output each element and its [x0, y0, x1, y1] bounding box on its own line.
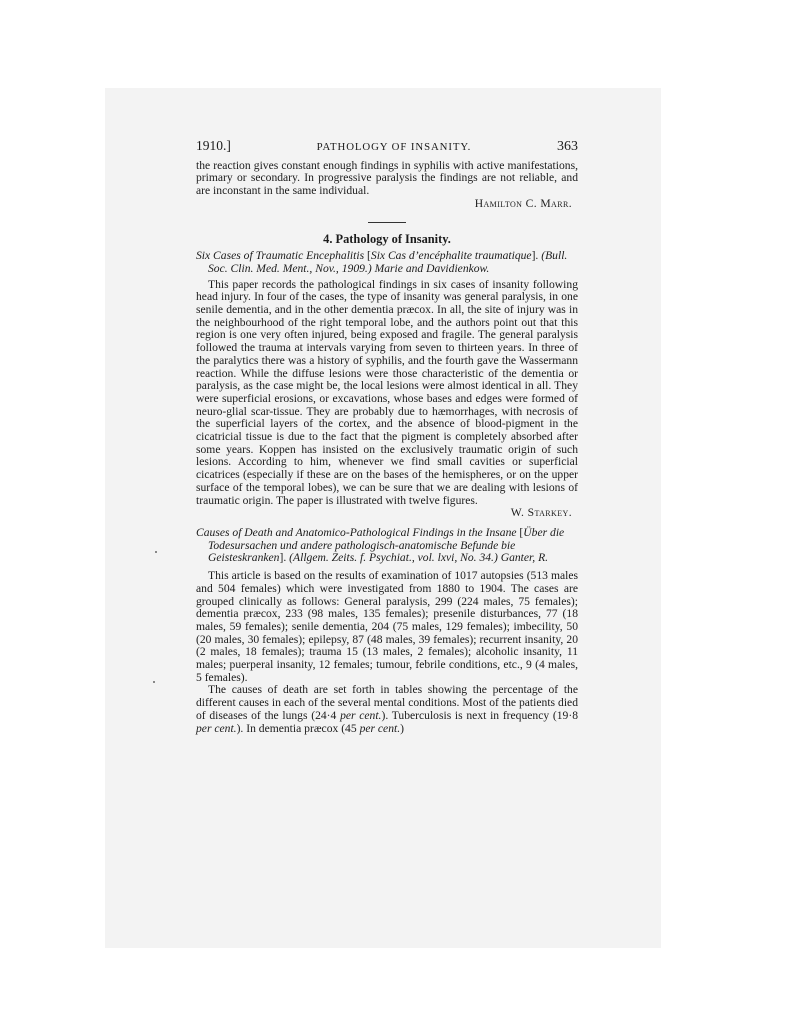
cite-original-title: Über die Todesursachen und andere pathologisch-anatomische Befunde bie Geisteskranken	[208, 525, 565, 565]
cite-source: (Allgem. Zeits. f. Psychiat., vol. lxvi, No. 34.)	[289, 551, 498, 565]
cite-title: Causes of Death and Anatomico-Pathological Findings in the Insane	[196, 525, 517, 539]
header-year: 1910.]	[196, 138, 231, 153]
journal-page	[196, 140, 578, 735]
abstract-body: This paper records the pathological findings in six cases of insanity following head injury. In four of the cases, the type of insanity was general paralysis, in one senile dementia, and in the other dementia præcox. In all, the site of injury was in the neighbourhood of the right temporal lobe, and the authors point out that this region is one very often injured, being exposed and fragile. The general paralysis followed the trauma at intervals varying from seven to thirteen years. In three of the paralytics there was a history of syphilis, and the fourth gave the Wassermann reaction. While the diffuse lesions were those characteristic of the dementia or paralysis, as the case might be, the local lesions were almost identical in all. They were superficial erosions, or excavations, whose bases and edges were formed of neuro-glial scar-tissue. They are probably due to hæmorrhages, with necrosis of the superficial layers of the cortex, and the absence of blood-pigment in the cicatricial tissue is due to the fact that the pigment is completely absorbed after some years. Koppen has insisted on the exclusively traumatic origin of such lesions. According to him, whenever we find small cavities or superficial cicatrices (especially if these are on the bases of the hemispheres, or on the upper surface of the temporal lobes), we can be sure that we are dealing with lesions of traumatic origin. The paper is illustrated with twelve figures.	[196, 277, 578, 507]
percent-label: per cent.	[340, 708, 382, 722]
citation-causes-of-death: Causes of Death and Anatomico-Pathological Findings in the Insane [Über die Todesursachen und andere pathologisch-anatomische Befunde bie Geisteskranken]. (Allgem. Zeits. f. Psychiat., vol. lxvi, No. 34.) Ganter, R.	[196, 525, 565, 565]
running-header	[196, 140, 578, 154]
scan-speck	[155, 551, 157, 553]
header-title: PATHOLOGY OF INSANITY.	[316, 141, 472, 153]
signature-starkey: W. Starkey.	[510, 506, 572, 520]
citation-traumatic-encephalitis: Six Cases of Traumatic Encephalitis [Six Cas d’encéphalite traumatique]. (Bull. Soc. Clin. Med. Ment., Nov., 1909.) Marie and Davidienkow.	[196, 249, 568, 275]
percent-label: per cent.	[196, 721, 237, 735]
abstract-body: This article is based on the results of examination of 1017 autopsies (513 males and 504 females) which were investigated from 1880 to 1904. The cases are grouped clinically as follows: General paralysis, 299 (224 males, 75 females); dementia præcox, 233 (98 males, 135 females); presenile disturbances, 77 (18 males, 59 females); senile dementia, 204 (75 males, 129 females); imbecility, 50 (20 males, 30 females); epilepsy, 87 (48 males, 39 females); recurrent insanity, 20 (2 males, 18 females); trauma 15 (13 males, 2 females); alcoholic insanity, 11 males; puerperal insanity, 12 females; tumour, febrile conditions, etc., 9 (4 males, 5 females).	[196, 569, 578, 684]
section-divider	[368, 222, 406, 223]
cite-original-title: Six Cas d’encéphalite traumatique	[370, 249, 532, 263]
scan-speck	[153, 681, 155, 683]
cite-authors: Marie and Davidienkow.	[374, 261, 490, 275]
cite-source: (Bull. Soc. Clin. Med. Ment., Nov., 1909.)	[208, 249, 568, 275]
abstract-body: The causes of death are set forth in tables showing the percentage of the different causes in each of the several mental conditions. Most of the patients died of diseases of the lungs (24·4 per cent.). Tuberculosis is next in frequency (19·8 per cent.). In dementia præcox (45 per cent.)	[196, 683, 578, 735]
cite-authors: Ganter, R.	[500, 551, 549, 565]
section-heading: 4. Pathology of Insanity.	[323, 231, 451, 246]
percent-label: per cent.	[359, 721, 401, 735]
page-number: 363	[557, 139, 578, 154]
previous-abstract-end: the reaction gives constant enough findings in syphilis with active manifestations, primary or secondary. In progressive paralysis the findings are not reliable, and are inconstant in the same individual.	[196, 158, 578, 198]
cite-title: Six Cases of Traumatic Encephalitis	[196, 249, 365, 263]
signature-marr: Hamilton C. Marr.	[474, 196, 572, 210]
